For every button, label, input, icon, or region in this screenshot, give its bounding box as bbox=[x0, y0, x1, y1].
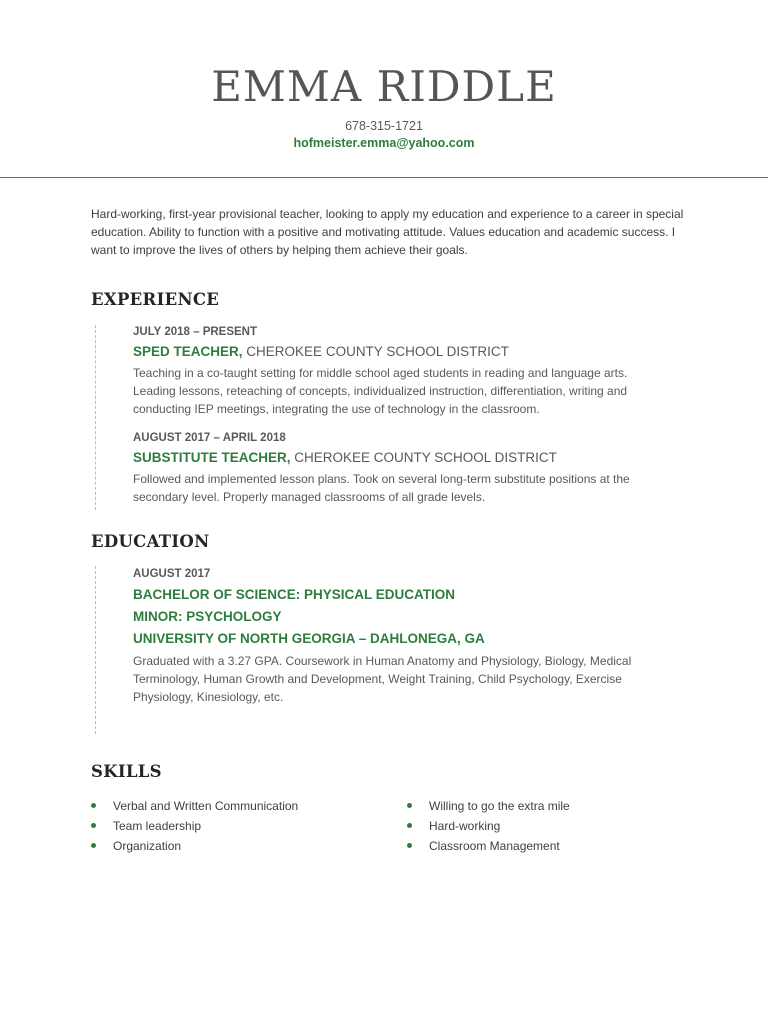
job-role: SUBSTITUTE TEACHER, bbox=[133, 450, 291, 465]
job-organization: CHEROKEE COUNTY SCHOOL DISTRICT bbox=[294, 450, 557, 465]
bullet-icon bbox=[407, 843, 412, 848]
job-organization: CHEROKEE COUNTY SCHOOL DISTRICT bbox=[246, 344, 509, 359]
email-address[interactable]: hofmeister.emma@yahoo.com bbox=[293, 136, 475, 150]
skill-item bbox=[407, 816, 570, 836]
education-description: Graduated with a 3.27 GPA. Coursework in Human Anatomy and Physiology, Biology, Medical Terminology, Human Growth and Development, Weight Training, Child Psychology, Exercise Physiology, Kinesiology, etc. bbox=[133, 654, 632, 704]
experience-entry bbox=[133, 430, 673, 506]
job-title-line bbox=[133, 342, 673, 362]
resume-header bbox=[0, 60, 768, 152]
skills-list-right bbox=[407, 796, 570, 856]
skill-item bbox=[91, 796, 298, 816]
experience-timeline-line bbox=[95, 325, 96, 510]
education-entry bbox=[133, 566, 673, 706]
bullet-icon bbox=[91, 823, 96, 828]
experience-entry bbox=[133, 324, 673, 418]
header-divider bbox=[0, 177, 768, 178]
skill-label: Classroom Management bbox=[429, 839, 560, 853]
job-role: SPED TEACHER, bbox=[133, 344, 243, 359]
skills-list-left bbox=[91, 796, 298, 856]
job-title-line bbox=[133, 448, 673, 468]
skill-item bbox=[91, 836, 298, 856]
skills-heading: SKILLS bbox=[91, 762, 162, 781]
job-description: Followed and implemented lesson plans. Took on several long-term substitute positions at the secondary level. Properly managed classrooms of all grade levels. bbox=[133, 472, 630, 504]
job-description: Teaching in a co-taught setting for middle school aged students in reading and language arts. Leading lessons, reteaching of concepts, individualized instruction, differentiation, writing and conducting IEP meetings, integrating the use of technology in the classroom. bbox=[133, 366, 628, 416]
skill-label: Hard-working bbox=[429, 819, 501, 833]
candidate-name: EMMA RIDDLE bbox=[211, 62, 557, 111]
job-date: AUGUST 2017 – APRIL 2018 bbox=[133, 432, 286, 444]
education-heading: EDUCATION bbox=[91, 532, 210, 551]
experience-heading: EXPERIENCE bbox=[91, 290, 220, 309]
bullet-icon bbox=[407, 803, 412, 808]
skill-item bbox=[407, 836, 570, 856]
bullet-icon bbox=[91, 843, 96, 848]
bullet-icon bbox=[407, 823, 412, 828]
minor: MINOR: PSYCHOLOGY bbox=[133, 609, 282, 624]
education-timeline-line bbox=[95, 566, 96, 734]
skill-label: Organization bbox=[113, 839, 182, 853]
skill-label: Team leadership bbox=[113, 819, 202, 833]
degree: BACHELOR OF SCIENCE: PHYSICAL EDUCATION bbox=[133, 587, 456, 602]
education-date: AUGUST 2017 bbox=[133, 568, 211, 580]
skill-item bbox=[91, 816, 298, 836]
phone-number: 678-315-1721 bbox=[345, 119, 423, 133]
skill-label: Willing to go the extra mile bbox=[429, 799, 570, 813]
skill-item bbox=[407, 796, 570, 816]
summary-paragraph: Hard-working, first-year provisional teacher, looking to apply my education and experience to a career in special education. Ability to function with a positive and motivating attitude. Values education and academic success. I want to improve the lives of others by helping them achieve their goals. bbox=[91, 207, 684, 257]
bullet-icon bbox=[91, 803, 96, 808]
job-date: JULY 2018 – PRESENT bbox=[133, 326, 258, 338]
school: UNIVERSITY OF NORTH GEORGIA – DAHLONEGA, GA bbox=[133, 631, 485, 646]
skill-label: Verbal and Written Communication bbox=[113, 799, 299, 813]
